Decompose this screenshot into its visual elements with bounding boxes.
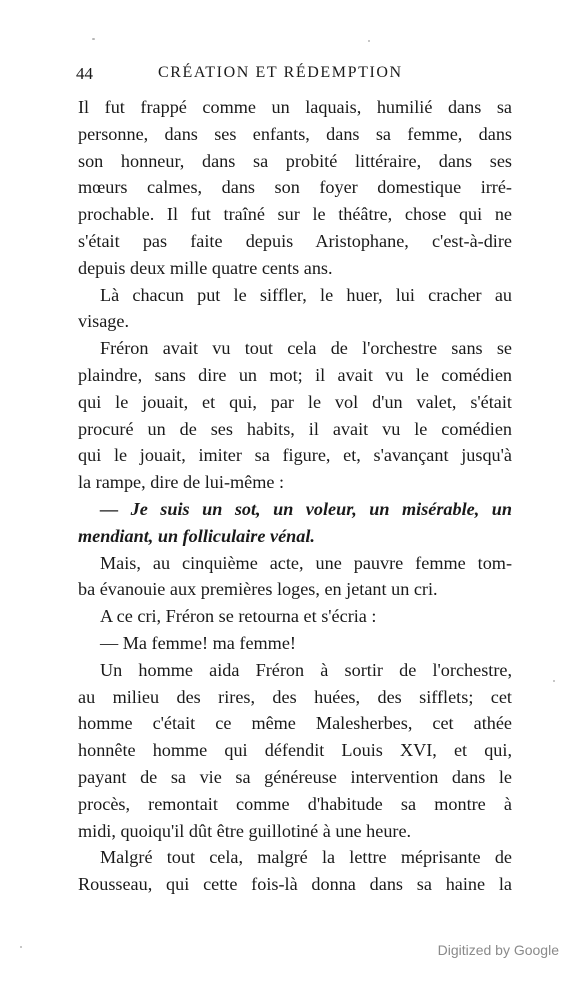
digitized-watermark: Digitized by Google (437, 942, 559, 958)
scan-speck (368, 40, 370, 42)
text-line: prochable. Il fut traîné sur le théâtre, chose qui ne (78, 204, 512, 225)
text-line: personne, dans ses enfants, dans sa femme, dans (78, 123, 512, 144)
body-text (78, 94, 512, 898)
text-line: ba évanouie aux premières loges, en jetant un cri. (78, 579, 438, 600)
page-number: 44 (76, 64, 93, 83)
text-line: — Ma femme! ma femme! (100, 632, 296, 653)
text-line: mœurs calmes, dans son foyer domestique irré- (78, 177, 512, 198)
scan-speck (92, 38, 95, 40)
text-line: Mais, au cinquième acte, une pauvre femme tom- (100, 552, 512, 573)
text-line: qui le jouait, et qui, par le vol d'un valet, s'était (78, 391, 512, 412)
text-line: s'était pas faite depuis Aristophane, c'est-à-dire (78, 230, 512, 251)
running-title: CRÉATION ET RÉDEMPTION (158, 64, 403, 81)
text-line: visage. (78, 311, 130, 332)
text-line: Fréron avait vu tout cela de l'orchestre sans se (100, 338, 512, 359)
text-line: Rousseau, qui cette fois-là donna dans sa haine la (78, 874, 512, 895)
text-line: la rampe, dire de lui-même : (78, 472, 285, 493)
text-line: homme c'était ce même Malesherbes, cet athée (78, 713, 512, 734)
text-line: au milieu des rires, des huées, des sifflets; cet (78, 686, 512, 707)
quoted-line: mendiant, un folliculaire vénal. (78, 525, 315, 546)
text-line: Là chacun put le siffler, le huer, lui cracher au (100, 284, 512, 305)
text-line: Il fut frappé comme un laquais, humilié dans sa (78, 97, 512, 117)
text-line: son honneur, dans sa probité littéraire, dans ses (78, 150, 512, 171)
text-line: depuis deux mille quatre cents ans. (78, 257, 333, 278)
text-line: procès, remontait comme d'habitude sa montre à (78, 793, 512, 814)
text-line: A ce cri, Fréron se retourna et s'écria : (100, 606, 377, 627)
text-line: midi, quoiqu'il dût être guillotiné à une heure. (78, 820, 412, 841)
text-line: Malgré tout cela, malgré la lettre méprisante de (100, 847, 512, 868)
scan-speck (553, 680, 555, 682)
text-line: procuré un de ses habits, il avait vu le comédien (78, 418, 512, 439)
text-line: honnête homme qui défendit Louis XVI, et qui, (78, 740, 512, 761)
text-line: plaindre, sans dire un mot; il avait vu le comédien (78, 364, 512, 385)
text-line: Un homme aida Fréron à sortir de l'orchestre, (100, 659, 512, 680)
text-line: qui le jouait, imiter sa figure, et, s'avançant jusqu'à (78, 445, 512, 466)
text-line: payant de sa vie sa généreuse intervention dans le (78, 766, 512, 787)
page-header (76, 64, 514, 86)
quoted-line: — Je suis un sot, un voleur, un misérable, un (100, 498, 512, 519)
scan-speck (20, 946, 22, 948)
